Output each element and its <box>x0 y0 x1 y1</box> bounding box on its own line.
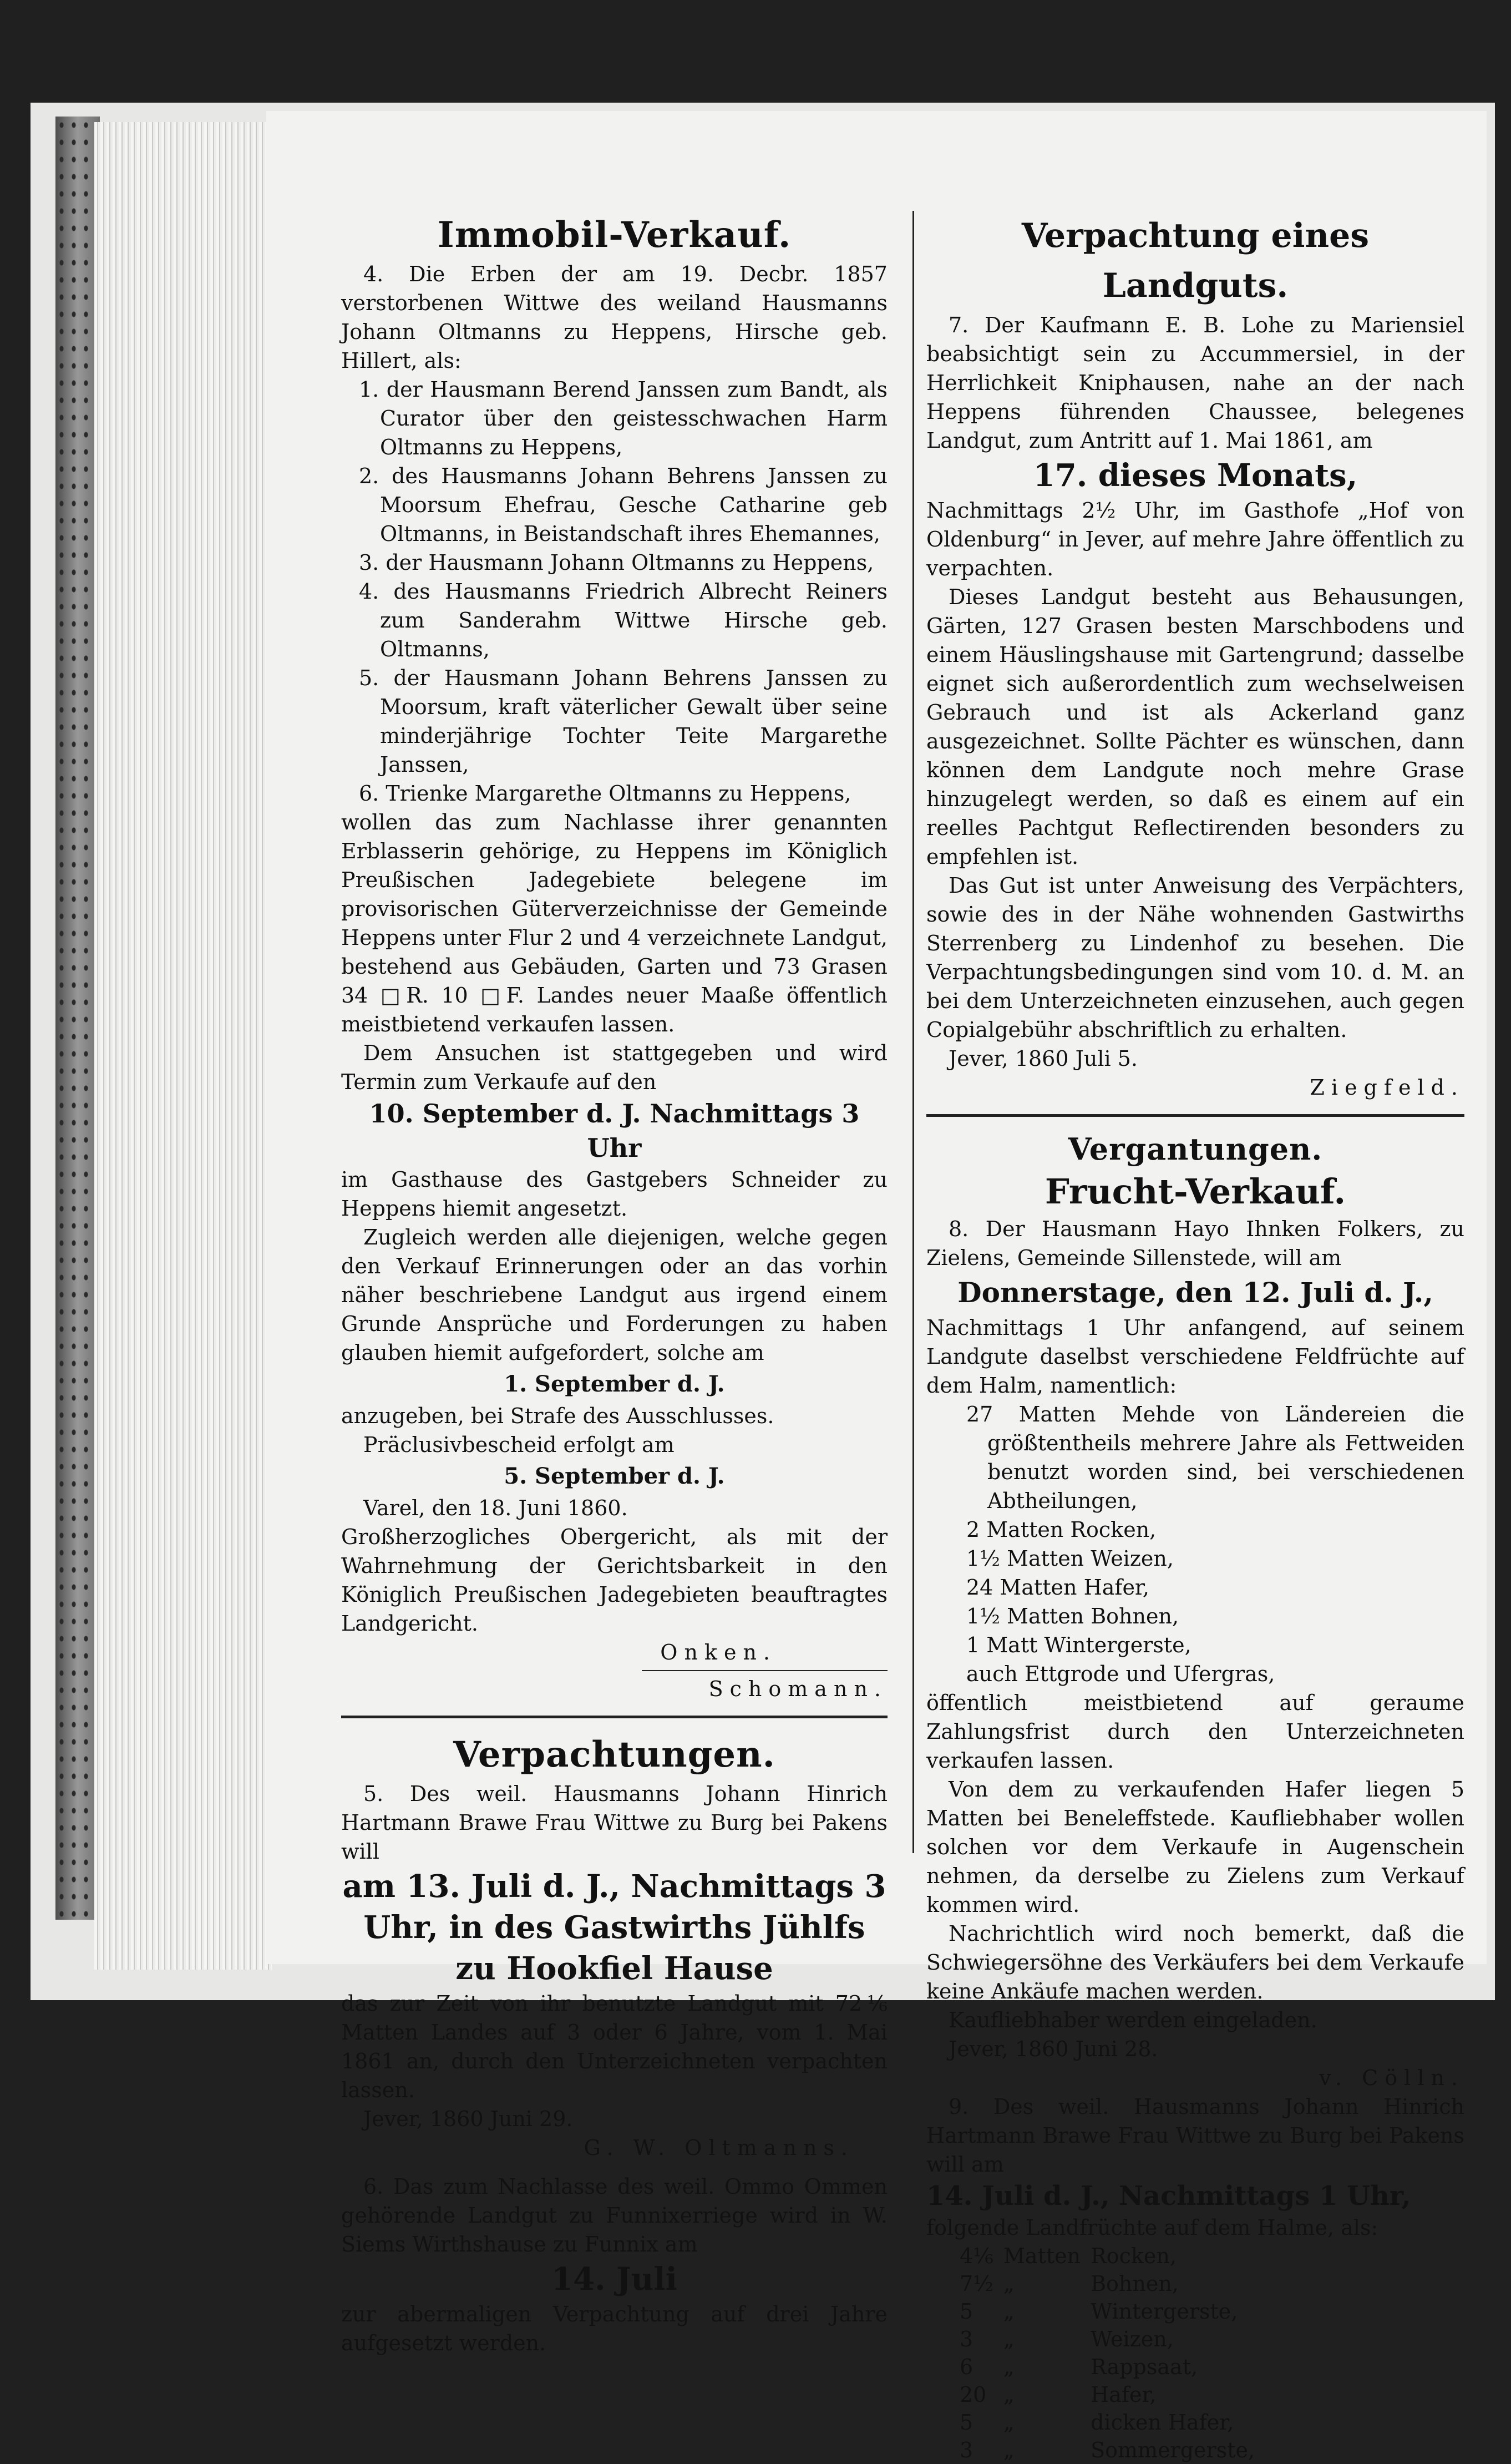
crop-unit: Matten <box>1003 2244 1081 2268</box>
notice-intro: 8. Der Hausmann Hayo Ihnken Folkers, zu Zielens, Gemeinde Sillenstede, will am <box>926 1217 1464 1270</box>
place-date: Varel, den 18. Juni 1860. <box>363 1496 628 1520</box>
crop-crop: Rappsaat, <box>1091 2355 1198 2379</box>
crop-qty: 20 <box>960 2382 987 2407</box>
notice-intro: 6. Das zum Nachlasse des weil. Ommo Ommen gehörende Landgut zu Funnixerriege wird in W. Siems Wirthshause zu Funnix am <box>341 2174 888 2256</box>
list-item: 4. des Hausmanns Friedrich Albrecht Reiners zum Sanderahm Wittwe Hirsche geb. Oltmanns, <box>359 579 888 661</box>
table-row <box>960 2436 1265 2464</box>
place-date: Jever, 1860 Juli 5. <box>949 1046 1138 1071</box>
date-highlight: 14. Juli <box>551 2261 677 2298</box>
notice-body: öffentlich meistbietend auf geraume Zahlungsfrist durch den Unterzeichneten verkaufen lassen. <box>926 1691 1464 1773</box>
crop-crop: Bohnen, <box>1091 2271 1179 2296</box>
notice-body: Nachmittags 2½ Uhr, im Gasthofe „Hof von Oldenburg“ in Jever, auf mehre Jahre öffentlich zu verpachten. <box>926 498 1464 580</box>
section-heading: Verpachtung eines Landguts. <box>1021 216 1370 305</box>
crop-unit: „ <box>1003 2271 1015 2296</box>
crop-crop: Sommergerste, <box>1091 2438 1255 2462</box>
list-item: 27 Matten Mehde von Ländereien die größtentheils mehrere Jahre als Fettweiden benutzt worden sind, bei verschiedenen Abtheilungen, <box>966 1402 1464 1513</box>
crop-qty: 5 <box>960 2299 973 2324</box>
right-column <box>926 211 1464 2464</box>
notice-body: Nachmittags 1 Uhr anfangend, auf seinem Landgute daselbst verschiedene Feldfrüchte auf dem Halm, namentlich: <box>926 1316 1464 1398</box>
notice-body: im Gasthause des Gastgebers Schneider zu Heppens hiemit angesetzt. <box>341 1167 888 1221</box>
crop-crop: dicken Hafer, <box>1091 2410 1234 2435</box>
crop-unit: „ <box>1003 2327 1015 2351</box>
notice-body: zur abermaligen Verpachtung auf drei Jahre aufgesetzt werden. <box>341 2302 888 2355</box>
notice-body: Dem Ansuchen ist stattgegeben und wird Termin zum Verkaufe auf den <box>341 1041 888 1094</box>
notice-body: Dieses Landgut besteht aus Behausungen, Gärten, 127 Grasen besten Marschbodens und einem Häuslingshause mit Gartengrund; dasselbe eignet sich außerordentlich zum wechselweisen Gebrauch und ist als Ackerland ganz ausgezeichnet. Sollte Pächter es wünschen, dann können dem Landgute noch mehre Grase hinzugelegt werden, so daß es einem auf ein reelles Pachtgut Reflectirenden besonders zu empfehlen ist. <box>926 585 1464 869</box>
crop-qty: 4⅙ <box>960 2244 994 2268</box>
notice-body: das zur Zeit von ihr benutzte Landgut mit 72⅙ Matten Landes auf 3 oder 6 Jahre, vom 1. Mai 1861 an, durch den Unterzeichneten verpachten lassen. <box>341 1991 888 2102</box>
crop-crop: Hafer, <box>1091 2382 1157 2407</box>
place-date: Jever, 1860 Juni 29. <box>363 2107 573 2131</box>
signature: Schomann. <box>708 1677 888 1701</box>
table-row <box>960 2409 1265 2436</box>
notice-body: Nachrichtlich wird noch bemerkt, daß die Schwiegersöhne des Verkäufers bei dem Verkaufe keine Ankäufe machen werden. <box>926 1921 1464 2003</box>
crop-list <box>926 1400 1464 1688</box>
crop-unit: „ <box>1003 2410 1015 2435</box>
notice-body: folgende Landfrüchte auf dem Halme, als: <box>926 2215 1378 2240</box>
section-heading: Vergantungen. <box>1068 1131 1323 1167</box>
section-rule <box>926 1114 1464 1117</box>
crop-qty: 3 <box>960 2327 973 2351</box>
crop-crop: Rocken, <box>1091 2244 1177 2268</box>
signature: v. Cölln. <box>1319 2066 1464 2090</box>
list-item: 3. der Hausmann Johann Oltmanns zu Heppens, <box>359 550 874 575</box>
section-heading: Verpachtungen. <box>453 1734 775 1775</box>
list-item: auch Ettgrode und Ufergras, <box>966 1662 1275 1686</box>
crop-crop: Wintergerste, <box>1091 2299 1238 2324</box>
crop-unit: „ <box>1003 2438 1015 2462</box>
list-item: 1½ Matten Bohnen, <box>966 1604 1179 1628</box>
immobil-section <box>341 211 888 1703</box>
sub-heading: Frucht-Verkauf. <box>1044 1171 1346 1212</box>
list-item: 24 Matten Hafer, <box>966 1575 1149 1600</box>
notice-body: Kaufliebhaber werden eingeladen. <box>949 2008 1317 2032</box>
notice-body: Zugleich werden alle diejenigen, welche gegen den Verkauf Erinnerungen oder an das vorhin näher beschriebene Landgut aus irgend einem Grunde Ansprüche und Forderungen zu haben glauben hiemit aufgefordert, solche am <box>341 1225 888 1365</box>
crop-crop: Weizen, <box>1091 2327 1174 2351</box>
list-item: 2 Matten Rocken, <box>966 1517 1157 1542</box>
date-highlight: Donnerstage, den 12. Juli d. J., <box>957 1276 1433 1309</box>
table-row <box>960 2353 1265 2381</box>
signature: G. W. Oltmanns. <box>584 2136 854 2160</box>
notice-body: wollen das zum Nachlasse ihrer genannten Erblasserin gehörige, zu Heppens im Königlich Preußischen Jadegebiete belegene im provisorischen Güterverzeichnisse der Gemeinde Heppens unter Flur 2 und 4 verzeichnete Landgut, bestehend aus Gebäuden, Garten und 73 Grasen 34 □R. 10 □F. Landes neuer Maaße öffentlich meistbietend verkaufen lassen. <box>341 810 888 1036</box>
list-item: 1 Matt Wintergerste, <box>966 1633 1191 1657</box>
table-row <box>960 2298 1265 2325</box>
notice-body: anzugeben, bei Strafe des Ausschlusses. <box>341 1404 774 1428</box>
place-date: Jever, 1860 Juni 28. <box>949 2037 1158 2061</box>
crop-qty: 6 <box>960 2355 973 2379</box>
table-row <box>960 2242 1265 2270</box>
table-row <box>960 2381 1265 2409</box>
crop-table <box>960 2242 1265 2464</box>
crop-unit: „ <box>1003 2355 1015 2379</box>
table-row <box>960 2270 1265 2298</box>
notice-body: Präclusivbescheid erfolgt am <box>363 1433 675 1457</box>
verpachtungen-section <box>341 1731 888 2357</box>
date-highlight: 10. September d. J. Nachmittags 3 Uhr <box>369 1099 860 1163</box>
date-highlight: 5. September d. J. <box>504 1463 725 1489</box>
date-highlight: 14. Juli d. J., Nachmittags 1 Uhr, <box>926 2180 1411 2212</box>
section-rule <box>341 1716 888 1718</box>
crop-qty: 3 <box>960 2438 973 2462</box>
crop-qty: 5 <box>960 2410 973 2435</box>
signature: Onken. <box>660 1640 777 1664</box>
notice-body: Von dem zu verkaufenden Hafer liegen 5 Matten bei Beneleffstede. Kaufliebhaber wollen solchen vor dem Verkaufe in Augenschein nehmen, da derselbe zu Zielens zum Verkauf kommen wird. <box>926 1777 1464 1917</box>
list-item: 2. des Hausmanns Johann Behrens Janssen zu Moorsum Ehefrau, Gesche Catharine geb Oltmanns, in Beistandschaft ihres Ehemannes, <box>359 464 888 546</box>
signature-rule <box>642 1670 888 1671</box>
list-item: 5. der Hausmann Johann Behrens Janssen zu Moorsum, kraft väterlicher Gewalt über seine minderjährige Tochter Teite Margarethe Janssen, <box>359 666 888 777</box>
crop-qty: 7½ <box>960 2271 994 2296</box>
heirs-list <box>341 375 888 808</box>
vergantungen-section <box>926 1129 1464 2464</box>
notice-intro: 4. Die Erben der am 19. Decbr. 1857 verstorbenen Wittwe des weiland Hausmanns Johann Oltmanns zu Heppens, Hirsche geb. Hillert, als: <box>341 262 888 373</box>
notice-intro: 9. Des weil. Hausmanns Johann Hinrich Hartmann Brawe Frau Wittwe zu Burg bei Pakens will am <box>926 2094 1464 2177</box>
crop-unit: „ <box>1003 2299 1015 2324</box>
signature: Ziegfeld. <box>1310 1075 1464 1100</box>
notice-intro: 5. Des weil. Hausmanns Johann Hinrich Hartmann Brawe Frau Wittwe zu Burg bei Pakens will <box>341 1782 888 1864</box>
list-item: 1½ Matten Weizen, <box>966 1546 1174 1571</box>
page-stack-edges <box>94 122 272 1970</box>
notice-body: Das Gut ist unter Anweisung des Verpächters, sowie des in der Nähe wohnenden Gastwirths Sterrenberg zu Lindenhof zu besehen. Die Verpachtungsbedingungen sind vom 10. d. M. an bei dem Unterzeichneten einzusehen, auch gegen Copialgebühr abschriftlich zu erhalten. <box>926 873 1464 1042</box>
list-item: 6. Trienke Margarethe Oltmanns zu Heppens, <box>359 781 851 806</box>
notice-intro: 7. Der Kaufmann E. B. Lohe zu Mariensiel beabsichtigt sein zu Accummersiel, in der Herrlichkeit Kniphausen, nahe an der nach Heppens führenden Chaussee, belegenes Landgut, zum Antritt auf 1. Mai 1861, am <box>926 313 1464 453</box>
list-item: 1. der Hausmann Berend Janssen zum Bandt, als Curator über den geistesschwachen Harm Oltmanns zu Heppens, <box>359 377 888 459</box>
date-highlight: 1. September d. J. <box>504 1371 725 1397</box>
left-column <box>341 211 888 2357</box>
book-spine-edge <box>55 117 100 1920</box>
section-heading: Immobil-Verkauf. <box>437 214 792 256</box>
table-row <box>960 2325 1265 2353</box>
court-name: Großherzogliches Obergericht, als mit der Wahrnehmung der Gerichtsbarkeit in den Königlich Preußischen Jadegebieten beauftragtes Landgericht. <box>341 1525 888 1636</box>
landgut-section <box>926 211 1464 1102</box>
crop-unit: „ <box>1003 2382 1015 2407</box>
date-highlight: am 13. Juli d. J., Nachmittags 3 Uhr, in des Gastwirths Jühlfs zu Hookfiel Hause <box>342 1868 886 1987</box>
date-highlight: 17. dieses Monats, <box>1033 457 1358 494</box>
column-divider <box>912 211 914 1853</box>
